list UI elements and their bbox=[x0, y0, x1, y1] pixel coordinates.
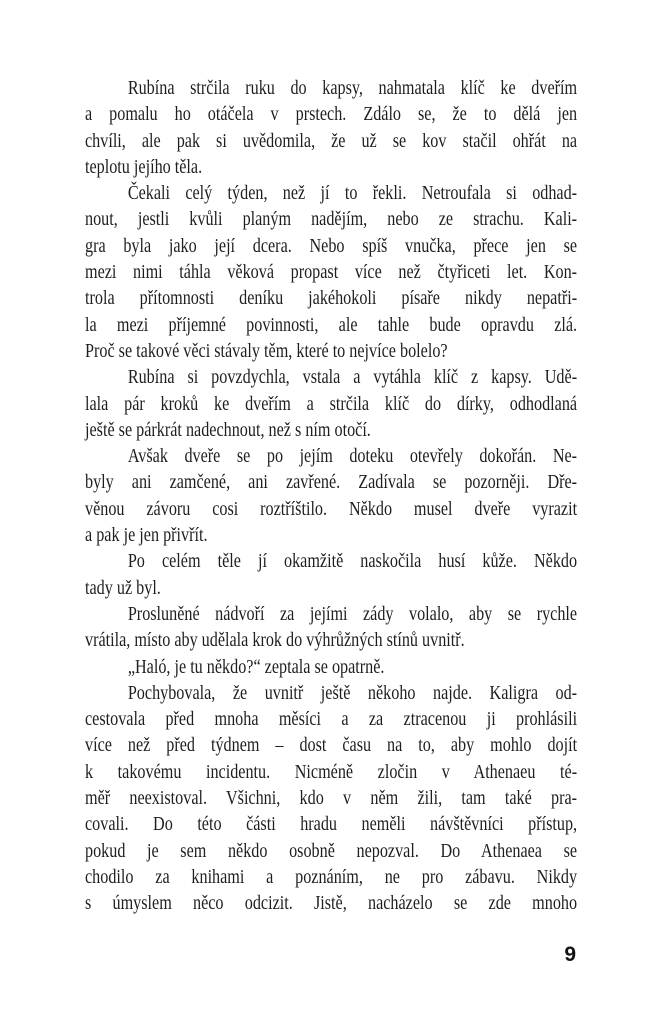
text-line: mezi nimi táhla věková propast více než čtyřiceti let. Kon- bbox=[85, 261, 578, 284]
text-line: Avšak dveře se po jejím doteku otevřely dokořán. Ne- bbox=[127, 445, 578, 468]
text-line: Po celém těle jí okamžitě naskočila husí kůže. Někdo bbox=[127, 550, 578, 573]
text-line: a pak je jen přivřít. bbox=[85, 524, 208, 547]
text-line: covali. Do této části hradu neměli návštěvníci přístup, bbox=[85, 813, 578, 836]
text-line: Pochybovala, že uvnitř ještě někoho najde. Kaligra od- bbox=[127, 681, 578, 704]
text-line: věnou závoru cosi roztříštilo. Někdo musel dveře vyrazit bbox=[85, 497, 578, 520]
page-text bbox=[85, 75, 577, 917]
text-line: „Haló, je tu někdo?“ zeptala se opatrně. bbox=[127, 655, 385, 678]
text-line: Rubína si povzdychla, vstala a vytáhla klíč z kapsy. Udě- bbox=[127, 366, 578, 389]
text-line: pokud je sem někdo osobně nepozval. Do Athenaea se bbox=[85, 839, 578, 862]
paragraph bbox=[85, 443, 577, 548]
text-line: Čekali celý týden, než jí to řekli. Netroufala si odhad- bbox=[127, 182, 578, 205]
text-line: Proč se takové věci stávaly těm, které to nejvíce bolelo? bbox=[85, 339, 448, 362]
text-line: tady už byl. bbox=[85, 576, 161, 599]
text-line: vrátila, místo aby udělala krok do výhrůžných stínů uvnitř. bbox=[85, 629, 465, 652]
paragraph bbox=[85, 601, 577, 654]
text-line: Prosluněné nádvoří za jejími zády volalo, aby se rychle bbox=[127, 602, 578, 625]
paragraph bbox=[85, 180, 577, 364]
text-line: s úmyslem něco odcizit. Jistě, nacházelo se zde mnoho bbox=[85, 892, 578, 915]
text-line: a pomalu ho otáčela v prstech. Zdálo se, že to dělá jen bbox=[85, 103, 578, 126]
text-line: Rubína strčila ruku do kapsy, nahmatala klíč ke dveřím bbox=[127, 77, 578, 99]
text-line: nout, jestli kvůli planým nadějím, nebo ze strachu. Kali- bbox=[85, 208, 578, 231]
text-line: gra byla jako její dcera. Nebo spíš vnučka, přece jen se bbox=[85, 234, 578, 257]
paragraph bbox=[85, 548, 577, 601]
text-line: byly ani zamčené, ani zavřené. Zadívala se pozorněji. Dře- bbox=[85, 471, 578, 494]
text-line: cestovala před mnoha měsíci a za ztracenou ji prohlásili bbox=[85, 708, 578, 731]
text-line: chodilo za knihami a poznáním, ne pro zábavu. Nikdy bbox=[85, 865, 578, 888]
text-line: ještě se párkrát nadechnout, než s ním otočí. bbox=[85, 418, 371, 441]
text-line: více než před týdnem – dost času na to, aby mohlo dojít bbox=[85, 734, 578, 757]
text-line: trola přítomnosti deníku jakéhokoli písaře nikdy nepatři- bbox=[85, 287, 578, 310]
paragraph bbox=[85, 654, 577, 680]
text-line: la mezi příjemné povinnosti, ale tahle bude opravdu zlá. bbox=[85, 313, 578, 336]
page-number: 9 bbox=[564, 943, 576, 966]
paragraph bbox=[85, 75, 577, 180]
text-line: teplotu jejího těla. bbox=[85, 155, 203, 178]
paragraph bbox=[85, 364, 577, 443]
text-line: lala pár kroků ke dveřím a strčila klíč do dírky, odhodlaná bbox=[85, 392, 578, 415]
text-line: k takovému incidentu. Nicméně zločin v Athenaeu té- bbox=[85, 760, 578, 783]
text-line: měř neexistoval. Všichni, kdo v něm žili, tam také pra- bbox=[85, 787, 578, 810]
paragraph bbox=[85, 680, 577, 917]
text-line: chvíli, ale pak si uvědomila, že už se kov stačil ohřát na bbox=[85, 129, 578, 152]
